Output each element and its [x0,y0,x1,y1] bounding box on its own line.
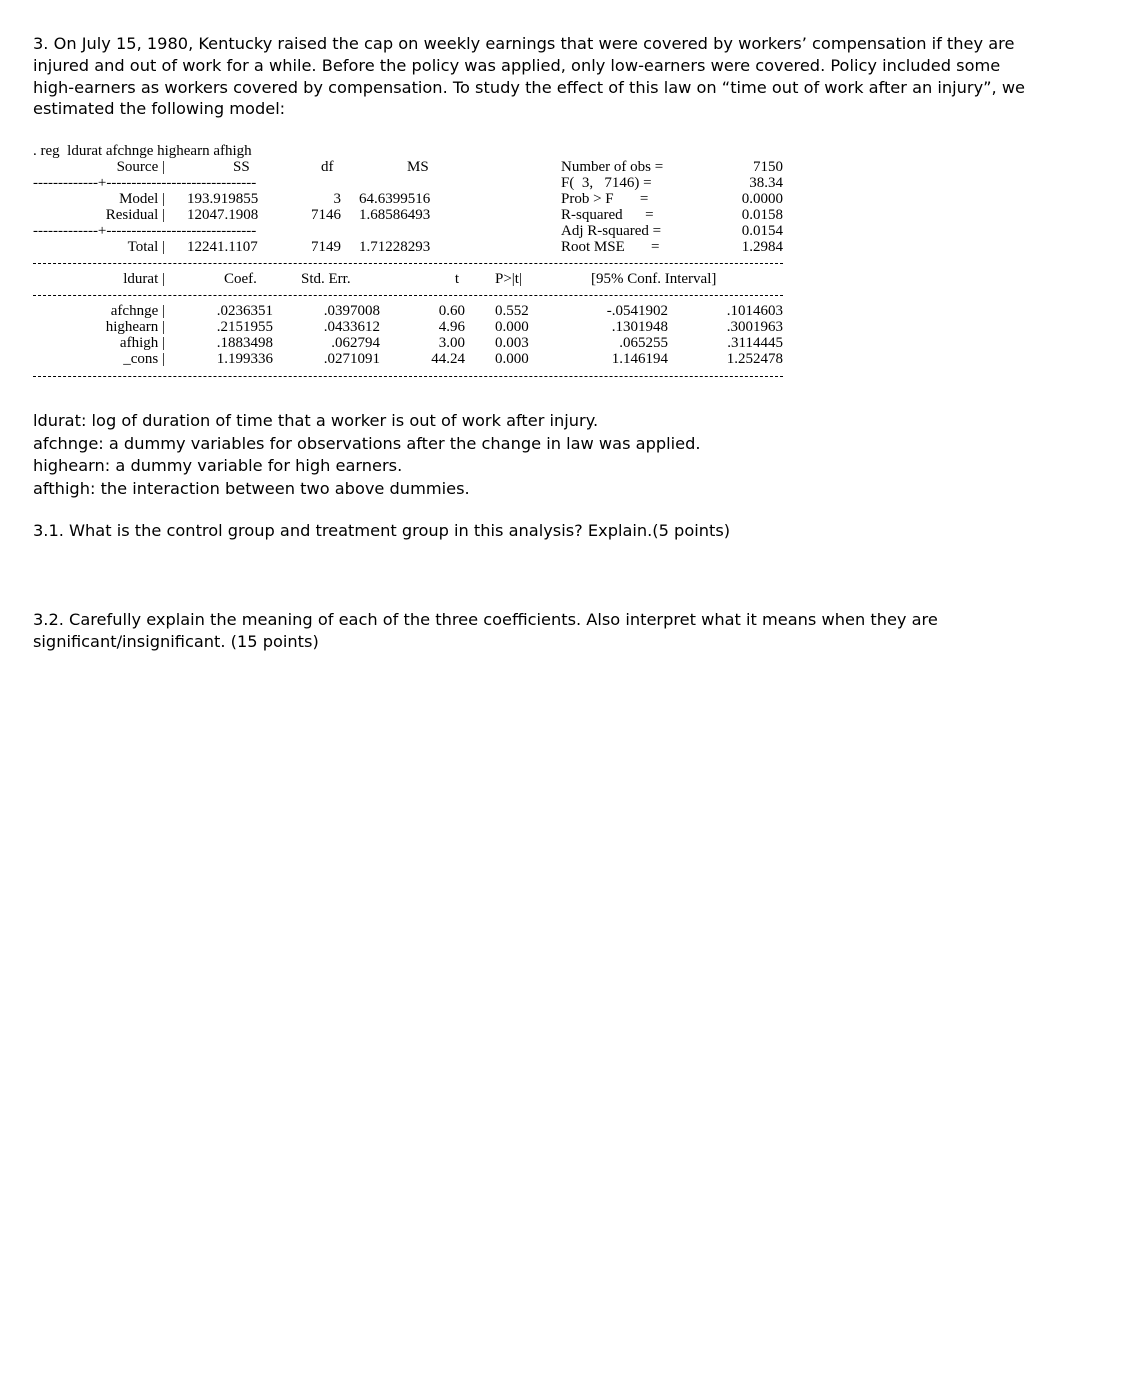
stata-command: . reg ldurat afchnge highearn afhigh [33,143,252,159]
coef-row-var: highearn | [105,319,165,335]
anova-row-df: 3 [333,191,341,207]
coef-header-t: t [454,271,459,287]
coef-row-ci-high: 1.252478 [726,351,783,367]
anova-row-source: Total | [127,239,165,255]
fit-stat-label: Root MSE = [561,239,660,255]
coef-row-coef: .1883498 [216,335,273,351]
anova-header-ss: SS [233,159,250,175]
anova-row-ss: 12241.1107 [187,239,258,255]
anova-row-ss: 193.919855 [187,191,259,207]
coef-row-ci-low: .1301948 [611,319,668,335]
coef-header-ci: [95% Conf. Interval] [591,271,717,287]
intro-line-1: 3. On July 15, 1980, Kentucky raised the cap on weekly earnings that were covered by workers’ compensation if they are [33,34,1015,53]
definition-highearn: highearn: a dummy variable for high earners. [33,456,403,475]
coef-row-t: 0.60 [438,303,465,319]
question-3-2 [33,609,1103,652]
coef-row-var: _cons | [123,351,165,367]
anova-row-source: Residual | [105,207,165,223]
coef-mid-rule [33,295,783,296]
coef-row-p: 0.000 [495,351,529,367]
anova-row-ms: 64.6399516 [359,191,431,207]
question-3-1 [33,520,1103,542]
coef-row-se: .0433612 [323,319,380,335]
intro-line-4: estimated the following model: [33,99,286,119]
coef-bottom-rule [33,376,783,377]
coef-row-t: 3.00 [438,335,465,351]
anova-row-ss: 12047.1908 [187,207,259,223]
intro-line-3: high-earners as workers covered by compensation. To study the effect of this law on “time out of work after an injury”, we [33,77,1026,97]
anova-row-ms: 1.71228293 [359,239,431,255]
coef-row-se: .0397008 [323,303,380,319]
anova-separator-2: -------------+------------------------------ [33,223,257,239]
coef-row-coef: .2151955 [216,319,273,335]
anova-row-df: 7146 [311,207,341,223]
fit-stat-value: 0.0000 [741,191,783,207]
coef-header-var: ldurat | [123,271,165,287]
coef-header-p: P>|t| [495,271,522,287]
coef-row-ci-high: .3114445 [727,335,783,351]
fit-stat-value: 38.34 [749,175,783,191]
coef-row-ci-high: .3001963 [726,319,783,335]
coef-row-se: .0271091 [323,351,380,367]
coef-header-coef: Coef. [224,271,257,287]
intro-line-2: injured and out of work for a while. Before the policy was applied, only low-earners were covered. Policy included some [33,55,1001,75]
fit-stat-label: Adj R-squared = [561,223,662,239]
coef-row-coef: 1.199336 [216,351,273,367]
anova-header-ms: MS [407,159,429,175]
question-3-1-text: 3.1. What is the control group and treatment group in this analysis? Explain.(5 points) [33,521,731,540]
coef-row-ci-high: .1014603 [726,303,783,319]
problem-intro [33,33,1103,120]
fit-stat-value: 7150 [753,159,783,175]
coef-row-var: afhigh | [119,335,165,351]
fit-stat-value: 0.0158 [741,207,783,223]
coef-row-p: 0.552 [495,303,529,319]
anova-header-df: df [321,159,334,175]
fit-stat-label: F( 3, 7146) = [561,175,652,191]
coef-row-t: 44.24 [431,351,465,367]
coef-row-coef: .0236351 [216,303,273,319]
coef-row-t: 4.96 [438,319,465,335]
anova-row-ms: 1.68586493 [359,207,431,223]
definition-afchnge: afchnge: a dummy variables for observations after the change in law was applied. [33,433,701,453]
coef-row-var: afchnge | [110,303,165,319]
fit-stat-value: 0.0154 [741,223,783,239]
fit-stat-value: 1.2984 [741,239,783,255]
variable-definitions [33,410,1103,500]
fit-stat-label: Prob > F = [561,191,649,207]
coef-row-p: 0.003 [495,335,529,351]
anova-separator-1: -------------+------------------------------ [33,175,257,191]
question-3-2-line-2: significant/insignificant. (15 points) [33,631,319,651]
coef-row-ci-low: 1.146194 [611,351,668,367]
anova-row-df: 7149 [311,239,341,255]
coef-top-rule [33,263,783,264]
coef-row-ci-low: .065255 [619,335,668,351]
coef-row-ci-low: -.0541902 [606,303,668,319]
coef-header-se: Std. Err. [301,271,351,287]
question-3-2-line-1: 3.2. Carefully explain the meaning of each of the three coefficients. Also interpret what it means when they are [33,610,938,629]
definition-ldurat: ldurat: log of duration of time that a worker is out of work after injury. [33,411,599,430]
coef-row-p: 0.000 [495,319,529,335]
definition-afthigh: afthigh: the interaction between two above dummies. [33,478,470,498]
fit-stat-label: Number of obs = [561,159,664,175]
coef-row-se: .062794 [331,335,380,351]
anova-header-source: Source | [116,159,165,175]
fit-stat-label: R-squared = [561,207,654,223]
anova-row-source: Model | [119,191,165,207]
